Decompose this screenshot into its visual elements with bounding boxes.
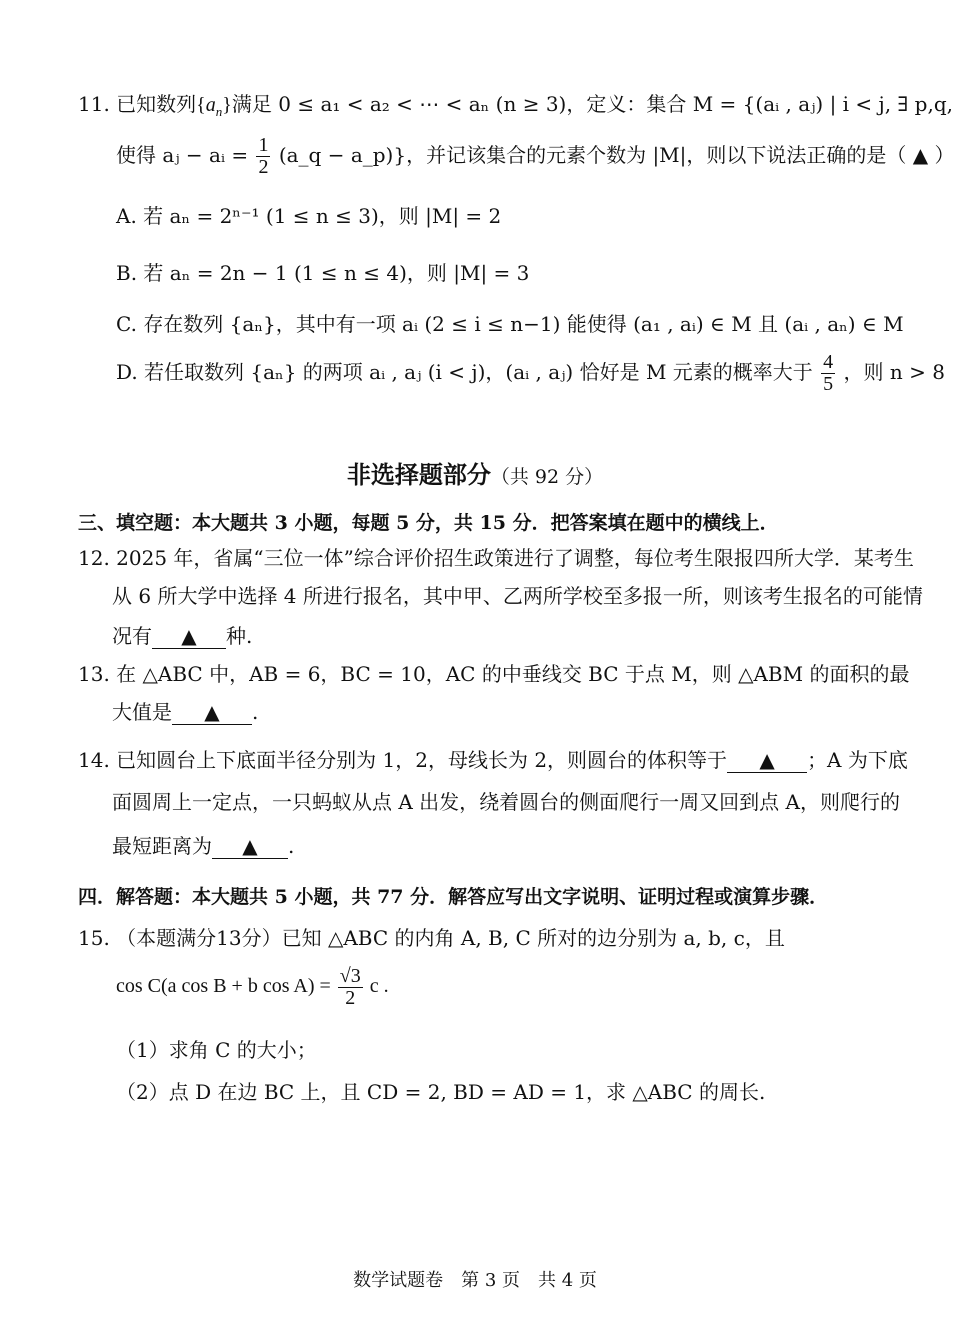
part-heading-title: 非选择题部分 [346,460,491,489]
q14-line3-after: . [288,834,295,858]
section-4-title: 四．解答题：本大题共 5 小题，共 77 分．解答应写出文字说明、证明过程或演算步骤． [78,886,829,908]
option-d-frac-den: 5 [823,373,834,395]
q13-line1-text: 在 △ABC 中，AB = 6，BC = 10，AC 的中垂线交 BC 于点 M，则 △ABM 的面积的最 [116,662,910,686]
q12-line1-text: 2025 年，省属“三位一体”综合评价招生政策进行了调整，每位考生限报四所大学．某考生 [116,546,914,570]
q15-line1 [78,922,785,951]
option-label: B. [116,261,138,285]
q12-line2: 从 6 所大学中选择 4 所进行报名，其中甲、乙两所学校至多报一所，则该考生报名的可能情 [112,584,923,608]
q11-line2 [116,135,955,178]
q12-line1 [78,542,914,571]
option-label: A. [116,204,137,228]
part-heading [0,455,950,490]
q13-line2-before: 大值是 [112,700,172,724]
q11-answer-close: ） [934,143,955,167]
q13-line2 [112,696,258,725]
q13-line1 [78,658,909,687]
q15-part-2: （2）点 D 在边 BC 上，且 CD = 2, BD = AD = 1，求 △ABC 的周长. [116,1080,766,1104]
part-heading-note: （共 92 分） [490,466,604,488]
q15-eq-num: √3 [339,965,361,987]
q15-eq-den: 2 [345,987,356,1009]
q11-condition: 满足 0 ≤ a₁ < a₂ < ⋯ < aₙ (n ≥ 3)，定义：集合 M = {(aᵢ , aⱼ) | i < j, ∃ p,q, [231,92,953,116]
page-footer: 数学试题卷 第 3 页 共 4 页 [353,1270,597,1291]
option-text-after: ，则 n > 8 [843,360,945,384]
option-label: D. [116,360,138,384]
q15-eq-before: cos C(a cos B + b cos A) = [116,975,331,998]
q15-line1-text: （本题满分13分）已知 △ABC 的内角 A, B, C 所对的边分别为 a, b, c，且 [116,926,785,950]
q11-seq-open: { [196,94,206,116]
option-text: 存在数列 {aₙ}，其中有一项 aᵢ (2 ≤ i ≤ n−1) 能使得 (a₁ , aᵢ) ∈ M 且 (aᵢ , aₙ) ∈ M [143,312,904,336]
q11-seq-var: a [205,94,216,116]
option-d-fraction [821,352,835,395]
q12-number: 12. [78,546,110,570]
q11-seq-close: } [222,94,232,116]
option-text-before: 若任取数列 {aₙ} 的两项 aᵢ , aⱼ (i < j)，(aᵢ , aⱼ) 恰好是 M 元素的概率大于 [144,360,813,384]
option-text: 若 aₙ = 2n − 1 (1 ≤ n ≤ 4)，则 |M| = 3 [143,261,530,285]
q14-answer-blank-2: ▲ [212,834,288,859]
q11-frac-den: 2 [258,156,269,178]
q11-frac-num: 1 [258,134,269,156]
q11-option-a [116,200,501,229]
q12-line3-before: 况有 [112,624,152,648]
q15-part-1: （1）求角 C 的大小； [116,1038,317,1062]
q11-number: 11. [78,92,110,116]
q14-line3 [112,830,294,859]
q14-line3-before: 最短距离为 [112,834,212,858]
q14-number: 14. [78,748,110,772]
q14-line1 [78,744,908,773]
q11-option-c [116,308,904,337]
section-3-title: 三、填空题：本大题共 3 小题，每题 5 分，共 15 分．把答案填在题中的横线上． [78,512,779,534]
q15-eq-fraction [338,966,363,1009]
q15-eq-after: c . [369,975,389,998]
q15-equation [116,966,389,1009]
q11-stem: 已知数列 [116,92,197,116]
q11-fraction [256,135,270,178]
q14-line2: 面圆周上一定点，一只蚂蚁从点 A 出发，绕着圆台的侧面爬行一周又回到点 A，则爬行的 [112,790,900,814]
q12-line3 [112,620,252,649]
option-d-frac-num: 4 [823,351,834,373]
q11-line2-suffix: (a_q − a_p)}，并记该集合的元素个数为 |M|，则以下说法正确的是（ [278,143,907,167]
q15-number: 15. [78,926,110,950]
option-text: 若 aₙ = 2ⁿ⁻¹ (1 ≤ n ≤ 3)，则 |M| = 2 [143,204,502,228]
option-label: C. [116,312,137,336]
q11-option-d [116,352,945,395]
q11-answer-mark: ▲ [912,143,929,167]
q12-answer-blank: ▲ [152,624,226,649]
q11-line1 [78,88,953,120]
q11-option-b [116,257,529,286]
q13-answer-blank: ▲ [172,700,252,725]
q12-line3-after: 种. [226,624,253,648]
q14-line1-before: 已知圆台上下底面半径分别为 1，2，母线长为 2，则圆台的体积等于 [116,748,728,772]
q11-line2-prefix: 使得 aⱼ − aᵢ = [116,143,249,167]
q14-line1-after: ；A 为下底 [807,748,908,772]
q13-line2-after: . [252,700,259,724]
q13-number: 13. [78,662,110,686]
q11-seq-sub: n [215,104,223,119]
q14-answer-blank-1: ▲ [727,748,807,773]
